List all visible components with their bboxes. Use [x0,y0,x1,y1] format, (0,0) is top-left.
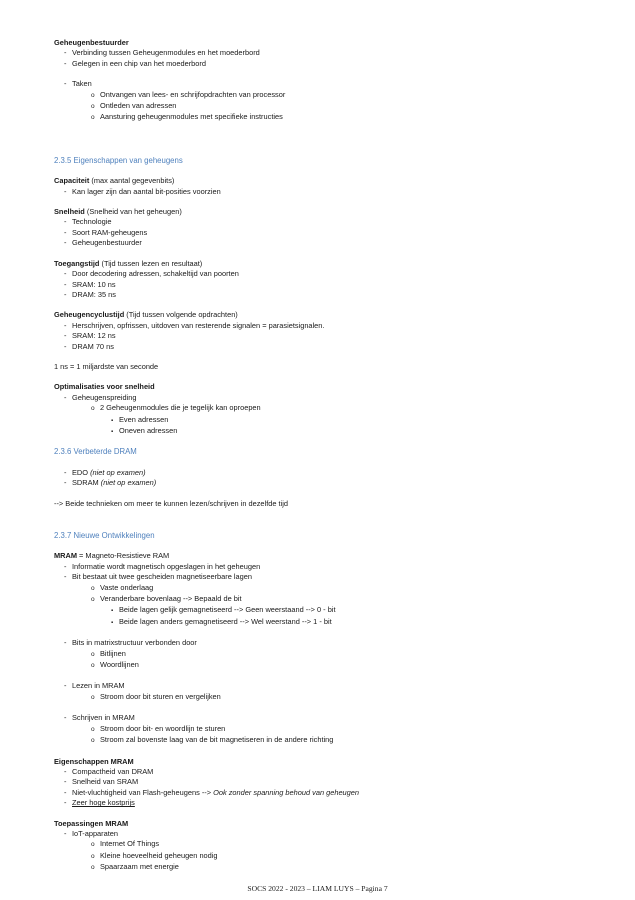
mram-label: MRAM = Magneto-Resistieve RAM [54,551,170,561]
list-item: o Internet Of Things [91,839,594,850]
list-item: - Verbinding tussen Geheugenmodules en het moederbord [64,48,594,58]
list-item: ▪ Beide lagen anders gemagnetiseerd --> Wel weerstand --> 1 - bit [111,617,594,628]
optimalisaties-label: Optimalisaties voor snelheid [54,382,155,392]
list-item: - Bits in matrixstructuur verbonden door [64,638,594,648]
list-item: - DRAM 70 ns [64,342,594,352]
list-item: o Veranderbare bovenlaag --> Bepaald de bit [91,594,594,605]
list-item: o Aansturing geheugenmodules met specifieke instructies [91,112,594,123]
list-item: - Lezen in MRAM [64,681,594,691]
list-item: - SRAM: 10 ns [64,280,594,290]
list-item: - Geheugenspreiding [64,393,594,403]
list-item: o 2 Geheugenmodules die je tegelijk kan oproepen [91,403,594,414]
list-item: - Herschrijven, opfrissen, uitdoven van resterende signalen = parasietsignalen. [64,321,594,331]
list-item: ▪ Beide lagen gelijk gemagnetiseerd --> Geen weerstaand --> 0 - bit [111,605,594,616]
list-item: - Snelheid van SRAM [64,777,594,787]
geheugenbestuurder-heading: Geheugenbestuurder [54,38,129,47]
list-item: - Door decodering adressen, schakeltijd van poorten [64,269,594,279]
list-item: ▪ Oneven adressen [111,426,594,437]
page-footer: SOCS 2022 - 2023 – LIAM LUYS – Pagina 7 [247,884,388,893]
list-item: - Compactheid van DRAM [64,767,594,777]
eigenschappen-mram-label: Eigenschappen MRAM [54,756,134,766]
list-item: - Gelegen in een chip van het moederbord [64,59,594,69]
list-item: - Soort RAM-geheugens [64,228,594,238]
list-item: o Bitlijnen [91,649,594,660]
toegangstijd-label: Toegangstijd (Tijd tussen lezen en resultaat) [54,258,203,268]
list-item: o Spaarzaam met energie [91,862,594,873]
document-page [54,38,594,874]
cyclustijd-label: Geheugencyclustijd (Tijd tussen volgende opdrachten) [54,310,238,320]
list-item: - Informatie wordt magnetisch opgeslagen in het geheugen [64,562,594,572]
section-heading-236: 2.3.6 Verbeterde DRAM [54,447,137,457]
list-item: o Ontleden van adressen [91,101,594,112]
list-item: - Technologie [64,217,594,227]
capaciteit-label: Capaciteit (max aantal gegevenbits) [54,176,175,186]
list-item: - EDO (niet op examen) [64,468,594,478]
dram-note: --> Beide technieken om meer te kunnen lezen/schrijven in dezelfde tijd [54,498,288,508]
list-item: o Vaste onderlaag [91,583,594,594]
list-item: - Bit bestaat uit twee gescheiden magnetiseerbare lagen [64,572,594,582]
list-item: o Stroom door bit- en woordlijn te sturen [91,724,594,735]
list-item: o Woordlijnen [91,660,594,671]
list-item: - Zeer hoge kostprijs [64,798,594,808]
list-item: - Schrijven in MRAM [64,713,594,723]
list-item: - SRAM: 12 ns [64,331,594,341]
list-item: - Niet-vluchtigheid van Flash-geheugens --> Ook zonder spanning behoud van geheugen [64,788,594,798]
list-item: o Stroom zal bovenste laag van de bit magnetiseren in de andere richting [91,735,594,746]
list-item: - Taken [64,79,594,89]
list-item: ▪ Even adressen [111,415,594,426]
list-item: o Ontvangen van lees- en schrijfopdrachten van processor [91,90,594,101]
ns-note: 1 ns = 1 miljardste van seconde [54,361,159,371]
list-item: o Stroom door bit sturen en vergelijken [91,692,594,703]
snelheid-label: Snelheid (Snelheid van het geheugen) [54,207,182,217]
section-heading-235: 2.3.5 Eigenschappen van geheugens [54,155,183,165]
list-item: - Geheugenbestuurder [64,238,594,248]
list-item: - IoT-apparaten [64,829,594,839]
list-item: - SDRAM (niet op examen) [64,478,594,488]
toepassingen-mram-label: Toepassingen MRAM [54,818,129,828]
list-item: - Kan lager zijn dan aantal bit-posities voorzien [64,187,594,197]
list-item: o Kleine hoeveelheid geheugen nodig [91,851,594,862]
section-heading-237: 2.3.7 Nieuwe Ontwikkelingen [54,531,155,540]
list-item: - DRAM: 35 ns [64,290,594,300]
